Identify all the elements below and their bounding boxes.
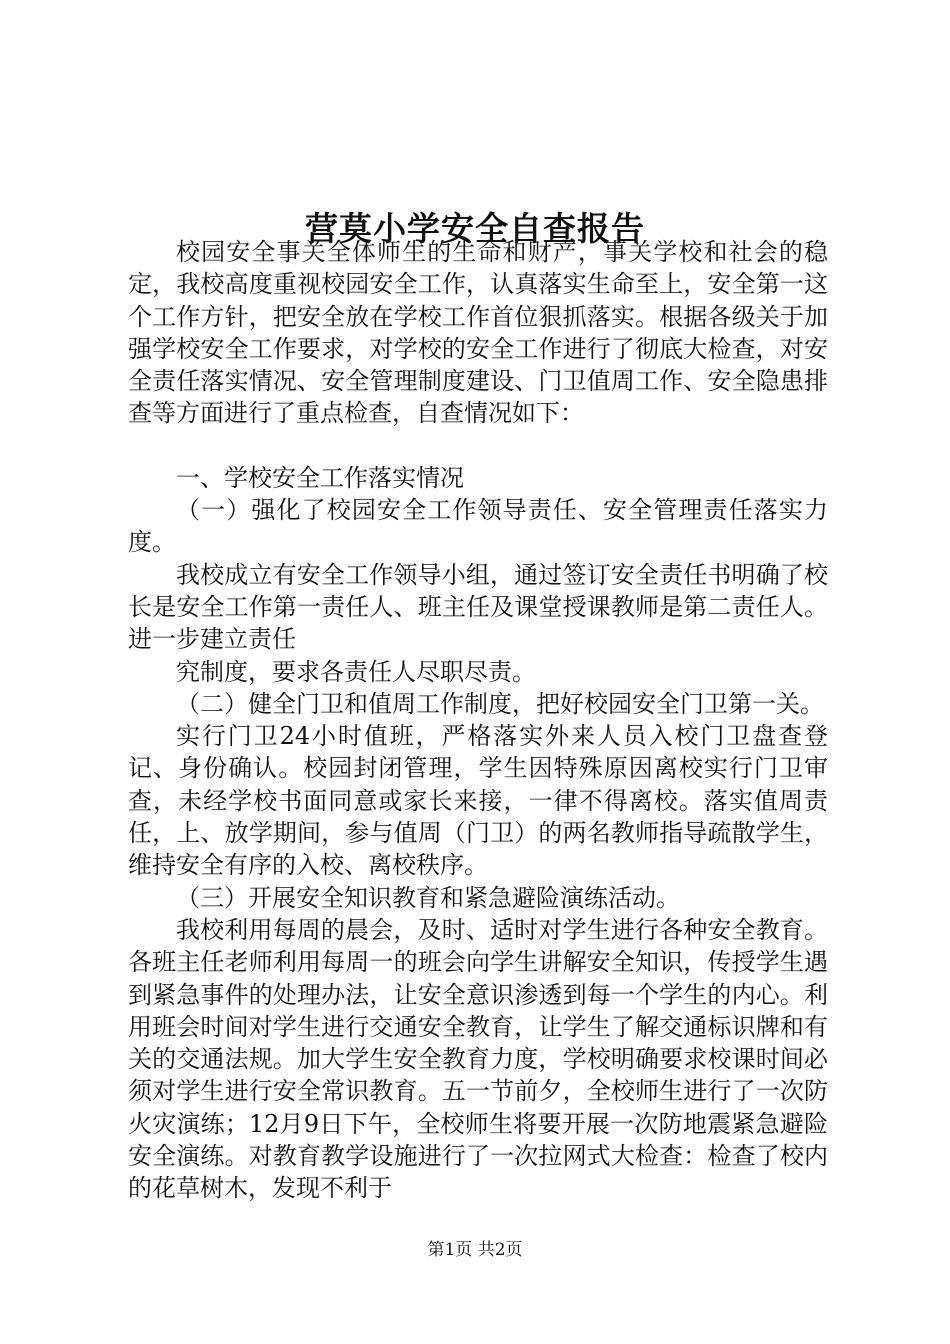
subsection-heading-3: （三）开展安全知识教育和紧急避险演练活动。 xyxy=(176,883,680,912)
subsection-heading-2: （二）健全门卫和值周工作制度，把好校园安全门卫第一关。 xyxy=(176,689,824,718)
paragraph-education-drills: 我校利用每周的晨会，及时、适时对学生进行各种安全教育。各班主任老师利用每周一的班会向学生讲解安全知识，传授学生遇到紧急事件的处理办法，让安全意识渗透到每一个学生的内心。利用班会时间对学生进行交通安全教育，让学生了解交通标识牌和有关的交通法规。加大学生安全教育力度，学校明确要求校课时间必须对学生进行安全常识教育。五一节前夕，全校师生进行了一次防火灾演练；12月9日下午，全校师生将要开展一次防地震紧急避险安全演练。对教育教学设施进行了一次拉网式大检查：检查了校内的花草树木，发现不利于 xyxy=(128,915,828,1203)
paragraph-accountability: 究制度，要求各责任人尽职尽责。 xyxy=(176,657,536,686)
paragraph-leadership: 我校成立有安全工作领导小组，通过签订安全责任书明确了校长是安全工作第一责任人、班主任及课堂授课教师是第二责任人。进一步建立责任 xyxy=(128,560,828,654)
intro-paragraph: 校园安全事关全体师生的生命和财产，事关学校和社会的稳定，我校高度重视校园安全工作，认真落实生命至上，安全第一这个工作方针，把安全放在学校工作首位狠抓落实。根据各级关于加强学校安全工作要求，对学校的安全工作进行了彻底大检查，对安全责任落实情况、安全管理制度建设、门卫值周工作、安全隐患排查等方面进行了重点检查，自查情况如下： xyxy=(128,238,828,428)
document-title: 营莫小学安全自查报告 xyxy=(305,209,645,249)
paragraph-gate-duty: 实行门卫24小时值班，严格落实外来人员入校门卫盘查登记、身份确认。校园封闭管理，学生因特殊原因离校实行门卫审查，未经学校书面同意或家长来接，一律不得离校。落实值周责任，上、放学期间，参与值周（门卫）的两名教师指导疏散学生，维持安全有序的入校、离校秩序。 xyxy=(128,722,828,880)
page-footer: 第1页 共2页 xyxy=(427,1240,523,1260)
section-heading-1: 一、学校安全工作落实情况 xyxy=(176,463,464,492)
subsection-heading-1: （一）强化了校园安全工作领导责任、安全管理责任落实力度。 xyxy=(128,496,828,557)
paragraph-spacer xyxy=(128,430,828,462)
document-body xyxy=(128,236,828,1205)
